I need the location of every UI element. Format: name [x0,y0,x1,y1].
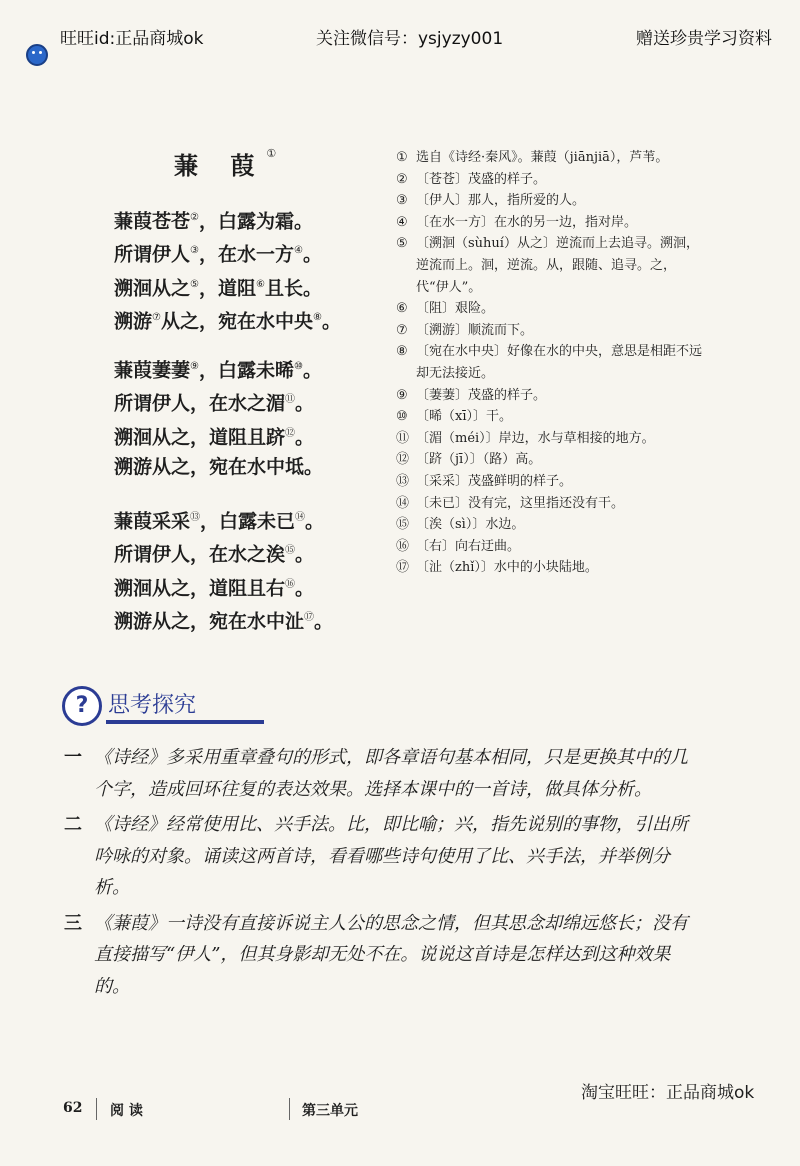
poem-line [114,352,414,385]
page-number: 62 [63,1100,83,1116]
note-item [396,341,704,384]
title-underline [106,720,264,724]
note-item [396,557,704,579]
poem-line [114,570,414,603]
note-text: 〔湄（méi）〕岸边，水与草相接的地方。 [416,430,655,446]
line-text: 溯洄从之，道阻且跻 [114,425,286,448]
note-text: 〔涘（sì）〕水边。 [416,517,525,533]
note-number: ⑩ [396,409,408,425]
line-text: 。 [302,243,322,266]
note-ref: ⑤ [190,278,199,290]
note-item [396,493,704,515]
note-item [396,147,704,169]
note-ref: ⑰ [304,611,315,623]
poem-line [114,385,414,418]
note-number: ④ [396,214,408,230]
line-text: 所谓伊人 [114,243,191,266]
note-item [396,233,704,298]
note-number: ⑪ [396,430,410,446]
note-text: 〔右〕向右迂曲。 [416,538,521,554]
note-ref: ⑮ [285,545,296,557]
line-text: 溯洄从之，道阻且右 [114,576,286,599]
poem-line [114,303,414,336]
poem-line [114,603,414,636]
note-number: ③ [396,193,408,209]
note-ref: ⑦ [152,311,161,323]
note-number: ⑨ [396,387,408,403]
footer-section-left: 阅 读 [110,1103,143,1119]
smiley-icon [26,44,48,66]
note-text: 〔在水一方〕在水的另一边，指对岸。 [416,214,638,230]
line-text: 蒹葭采采 [114,510,191,533]
note-text: 〔晞（xī）〕干。 [416,409,512,425]
note-text: 〔萋萋〕茂盛的样子。 [416,387,547,403]
note-item [396,514,704,536]
line-text: ，白露未已 [200,510,296,533]
note-number: ⑤ [396,236,408,252]
think-section-title: 思考探究 [108,693,197,718]
note-item [396,385,704,407]
note-number: ⑧ [396,344,408,360]
top-banner [0,18,800,48]
note-number: ⑫ [396,452,410,468]
note-number: ① [396,150,408,165]
line-text: 且长。 [264,276,322,299]
shop-note: 淘宝旺旺：正品商城ok [581,1083,755,1103]
note-item [396,536,704,558]
question-item [64,809,704,904]
annotation-notes [396,147,704,579]
line-text: 所谓伊人，在水之涘 [114,543,286,566]
line-text: 。 [305,510,325,533]
note-ref: ⑥ [256,278,265,290]
line-text: ，白露为霜。 [198,210,313,233]
note-item [396,169,704,191]
note-ref: ⑪ [285,394,296,406]
note-text: 〔伊人〕那人，指所爱的人。 [416,193,586,209]
question-text: 《诗经》多采用重章叠句的形式，即各章语句基本相同，只是更换其中的几个字，造成回环往复的表达效果。选择本课中的一首诗，做具体分析。 [94,747,688,800]
question-item [64,742,704,805]
poem-title-note-ref: ① [266,147,277,160]
note-text: 〔溯洄（sùhuí）从之〕逆流而上去追寻。溯洄，逆流而上。洄，逆流。从，跟随、追寻。之，代“伊人”。 [416,236,699,295]
note-text: 〔宛在水中央〕好像在水的中央，意思是相距不远却无法接近。 [416,344,703,381]
note-item [396,471,704,493]
line-text: 。 [314,610,334,633]
line-text: 所谓伊人，在水之湄 [114,392,286,415]
line-text: 从之，宛在水中央 [160,310,313,333]
note-item [396,298,704,320]
question-text: 《蒹葭》一诗没有直接诉说主人公的思念之情，但其思念却绵远悠长；没有直接描写“伊人”，但其身影却无处不在。说说这首诗是怎样达到这种效果的。 [94,912,688,997]
line-text: 蒹葭萋萋 [114,359,191,382]
line-text: 。 [321,310,341,333]
note-ref: ⑫ [285,427,296,439]
note-ref: ⑭ [295,512,306,523]
note-text: 〔未已〕没有完，这里指还没有干。 [416,495,625,511]
poem-line [114,270,414,303]
line-text: 。 [295,576,315,599]
note-number: ⑭ [396,495,410,511]
poem-stanza-3 [114,503,414,636]
poem-line [114,452,414,482]
line-text: 。 [295,543,315,566]
banner-left-text: 旺旺id:正品商城ok [60,29,204,49]
note-item [396,428,704,450]
note-number: ② [396,171,408,187]
line-text: 溯游从之，宛在水中坻。 [114,455,324,478]
question-item [64,908,704,1003]
note-text: 〔沚（zhǐ）〕水中的小块陆地。 [416,560,598,576]
note-ref: ⑩ [294,361,303,372]
poem-stanza-1 [114,203,414,336]
note-item [396,320,704,342]
poem-title [174,146,276,181]
poem-stanza-2 [114,352,414,482]
banner-center-text: 关注微信号：ysjyzy001 [316,29,504,49]
note-ref: ⑯ [285,578,296,590]
question-number: 二 [64,814,82,835]
note-text: 选自《诗经·秦风》。蒹葭（jiānjiā），芦苇。 [416,150,669,165]
note-text: 〔苍苍〕茂盛的样子。 [416,171,547,187]
line-text: 。 [302,359,322,382]
note-number: ⑯ [396,538,410,554]
line-text: 溯游 [114,310,153,333]
line-text: ，道阻 [198,276,256,299]
note-number: ⑥ [396,301,408,317]
question-text: 《诗经》经常使用比、兴手法。比，即比喻；兴，指先说别的事物，引出所吟咏的对象。诵读这两首诗，看看哪些诗句使用了比、兴手法，并举例分析。 [94,814,688,898]
note-text: 〔阻〕艰险。 [416,301,495,317]
line-text: 。 [295,425,315,448]
poem-line [114,536,414,569]
note-ref: ⑨ [190,361,199,372]
footer-divider [289,1098,290,1120]
note-ref: ⑧ [313,311,322,323]
note-ref: ④ [294,245,303,257]
note-ref: ⑬ [190,512,201,523]
note-item [396,449,704,471]
line-text: 。 [295,392,315,415]
footer-divider [96,1098,97,1120]
question-number: 一 [64,747,82,768]
poem-line [114,419,414,452]
question-number: 三 [64,912,82,934]
note-number: ⑰ [396,560,410,576]
note-ref: ③ [190,245,199,257]
poem-title-text: 蒹 葭 [174,151,267,180]
line-text: 蒹葭苍苍 [114,210,191,233]
line-text: ，在水一方 [198,243,294,266]
question-mark-icon: ? [62,686,102,726]
note-item [396,190,704,212]
note-ref: ② [190,212,199,223]
note-text: 〔跻（jī）〕（路）高。 [416,452,542,468]
poem-line [114,203,414,236]
note-number: ⑮ [396,517,410,533]
note-number: ⑬ [396,473,410,489]
line-text: 溯洄从之 [114,276,191,299]
note-item [396,406,704,428]
note-item [396,212,704,234]
note-text: 〔采采〕茂盛鲜明的样子。 [416,473,573,489]
question-list [64,742,704,1006]
poem-line [114,236,414,269]
poem-line [114,503,414,536]
line-text: ，白露未晞 [198,359,294,382]
footer-section-right: 第三单元 [302,1103,358,1119]
banner-right-text: 赠送珍贵学习资料 [636,29,772,49]
note-text: 〔溯游〕顺流而下。 [416,322,534,338]
line-text: 溯游从之，宛在水中沚 [114,610,305,633]
note-number: ⑦ [396,322,408,338]
